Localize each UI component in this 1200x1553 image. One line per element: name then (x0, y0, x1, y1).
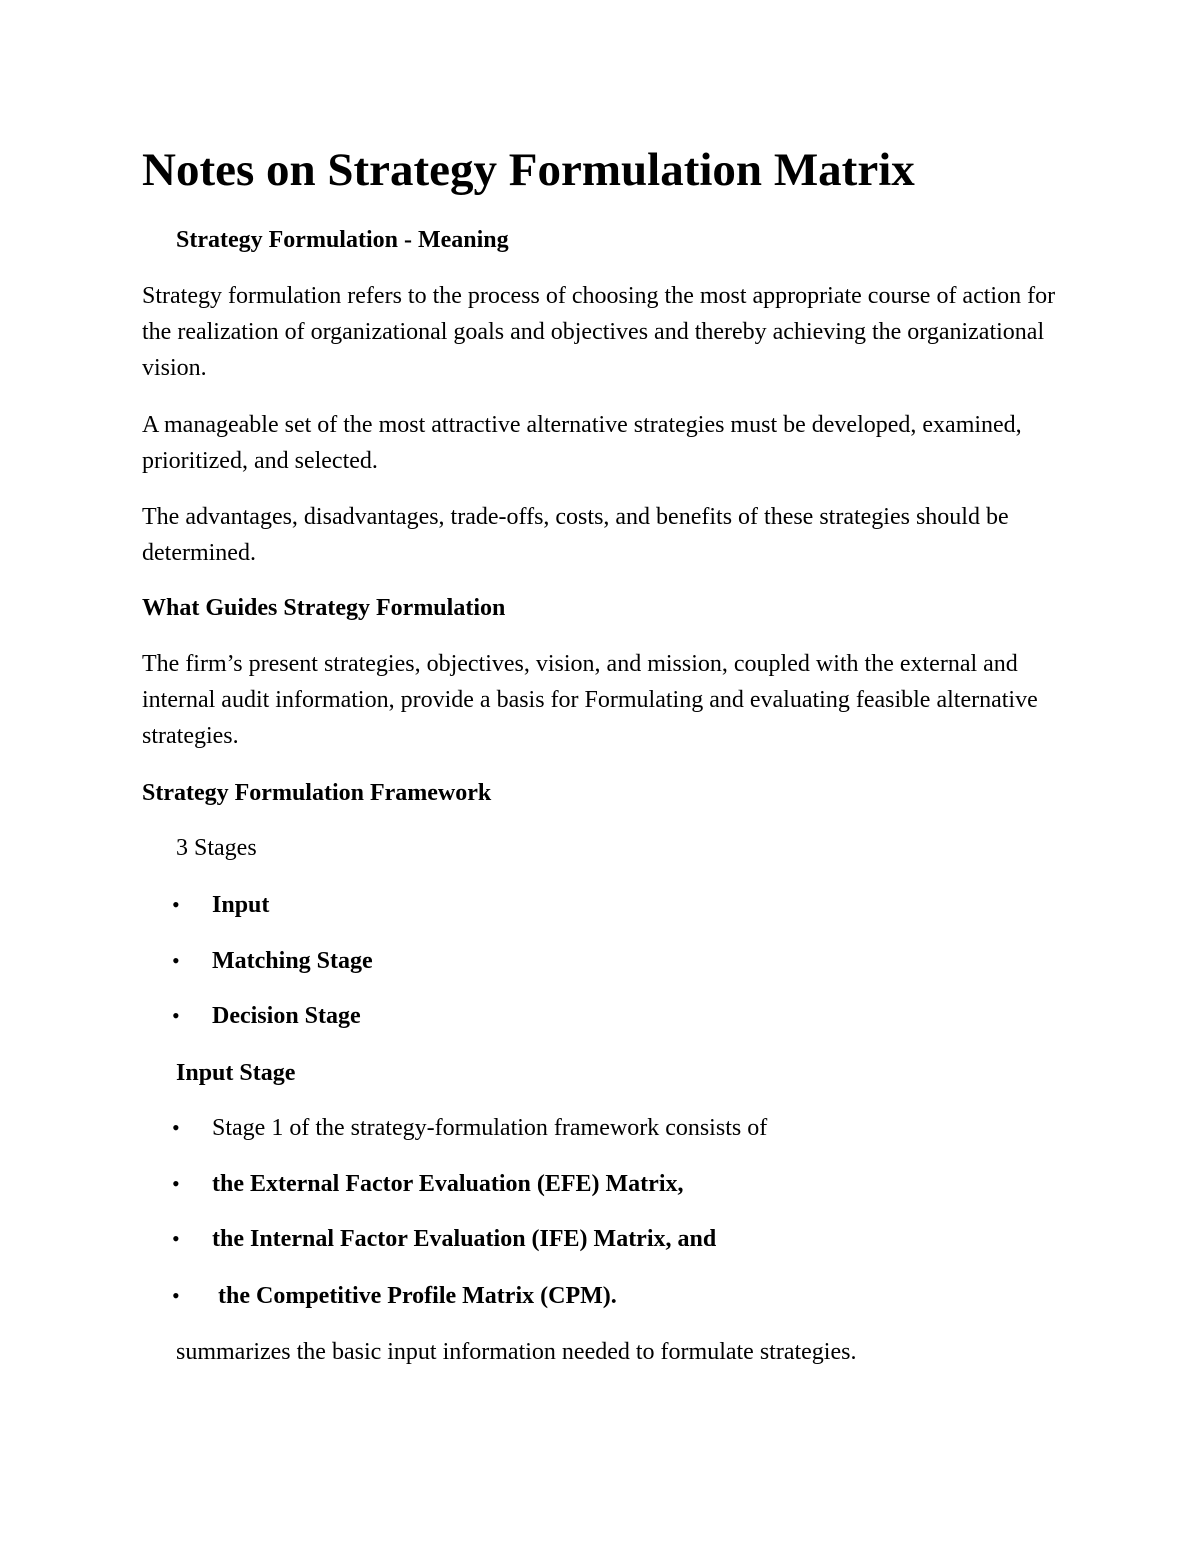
input-bullet-text: Stage 1 of the strategy-formulation framework consists of (212, 1115, 768, 1141)
bullet-icon: • (172, 1226, 180, 1251)
stage-label: Decision Stage (212, 1003, 361, 1029)
bullet-icon: • (172, 1003, 180, 1028)
input-bullet-text: the Internal Factor Evaluation (IFE) Matrix, and (212, 1226, 717, 1252)
framework-heading: Strategy Formulation Framework (142, 780, 492, 806)
bullet-icon: • (172, 948, 180, 973)
closing-sentence: summarizes the basic input information needed to formulate strategies. (176, 1339, 857, 1365)
input-stage-heading: Input Stage (176, 1060, 296, 1086)
input-bullet-text: the Competitive Profile Matrix (CPM). (212, 1283, 617, 1309)
bullet-icon: • (172, 892, 180, 917)
paragraph-definition: Strategy formulation refers to the process of choosing the most appropriate course of action for the realization of organizational goals and objectives and thereby achieving the organizational vision. (142, 283, 1056, 381)
paragraph-basis: The firm’s present strategies, objectives, vision, and mission, coupled with the external and internal audit information, provide a basis for Formulating and evaluating feasible alternative strategies. (142, 651, 1038, 749)
bullet-icon: • (172, 1283, 180, 1308)
bullet-icon: • (172, 1171, 180, 1196)
meaning-heading: Strategy Formulation - Meaning (176, 227, 509, 253)
paragraph-alternatives: A manageable set of the most attractive alternative strategies must be developed, examined, prioritized, and selected. (142, 412, 1022, 474)
bullet-icon: • (172, 1115, 180, 1140)
paragraph-tradeoffs: The advantages, disadvantages, trade-offs, costs, and benefits of these strategies should be determined. (142, 504, 1009, 566)
stages-label: 3 Stages (176, 835, 257, 861)
input-bullet-text: the External Factor Evaluation (EFE) Matrix, (212, 1171, 684, 1197)
stage-label: Input (212, 892, 270, 918)
stage-label: Matching Stage (212, 948, 373, 974)
document-title: Notes on Strategy Formulation Matrix (142, 144, 915, 196)
guides-heading: What Guides Strategy Formulation (142, 595, 506, 621)
